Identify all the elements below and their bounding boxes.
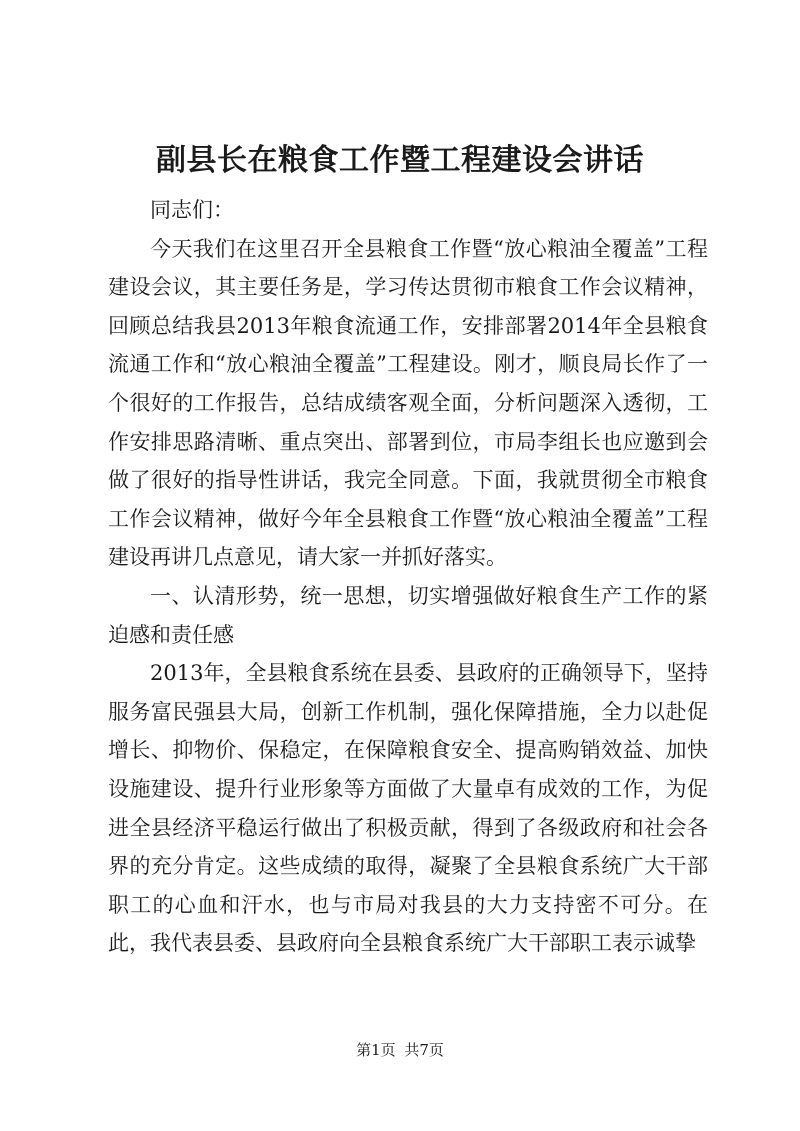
page-number: 第1页 — [356, 1041, 396, 1059]
paragraph-2013-review: 2013年，全县粮食系统在县委、县政府的正确领导下，坚持服务富民强县大局，创新工作机制，强化保障措施，全力以赴促增长、抑物价、保稳定，在保障粮食安全、提高购销效益、加快设施建设、提升行业形象等方面做了大量卓有成效的工作，为促进全县经济平稳运行做出了积极贡献，得到了各级政府和社会各界的充分肯定。这些成绩的取得，凝聚了全县粮食系统广大干部职工的心血和汗水，也与市局对我县的大力支持密不可分。在此，我代表县委、县政府向全县粮食系统广大干部职工表示诚挚 — [108, 661, 708, 956]
page-footer — [0, 1040, 800, 1060]
document-body — [108, 191, 708, 963]
document-title: 副县长在粮食工作暨工程建设会讲话 — [156, 143, 644, 178]
salutation: 同志们： — [150, 198, 234, 222]
paragraph-intro: 今天我们在这里召开全县粮食工作暨“放心粮油全覆盖”工程建设会议，其主要任务是，学习传达贯彻市粮食工作会议精神，回顾总结我县2013年粮食流通工作，安排部署2014年全县粮食流通工作和“放心粮油全覆盖”工程建设。刚才，顺良局长作了一个很好的工作报告，总结成绩客观全面，分析问题深入透彻，工作安排思路清晰、重点突出、部署到位，市局李组长也应邀到会做了很好的指导性讲话，我完全同意。下面，我就贯彻全市粮食工作会议精神，做好今年全县粮食工作暨“放心粮油全覆盖”工程建设再讲几点意见，请大家一并抓好落实。 — [108, 236, 708, 570]
page-total: 共7页 — [404, 1041, 444, 1059]
section-heading-1: 一、认清形势，统一思想，切实增强做好粮食生产工作的紧迫感和责任感 — [108, 583, 708, 647]
